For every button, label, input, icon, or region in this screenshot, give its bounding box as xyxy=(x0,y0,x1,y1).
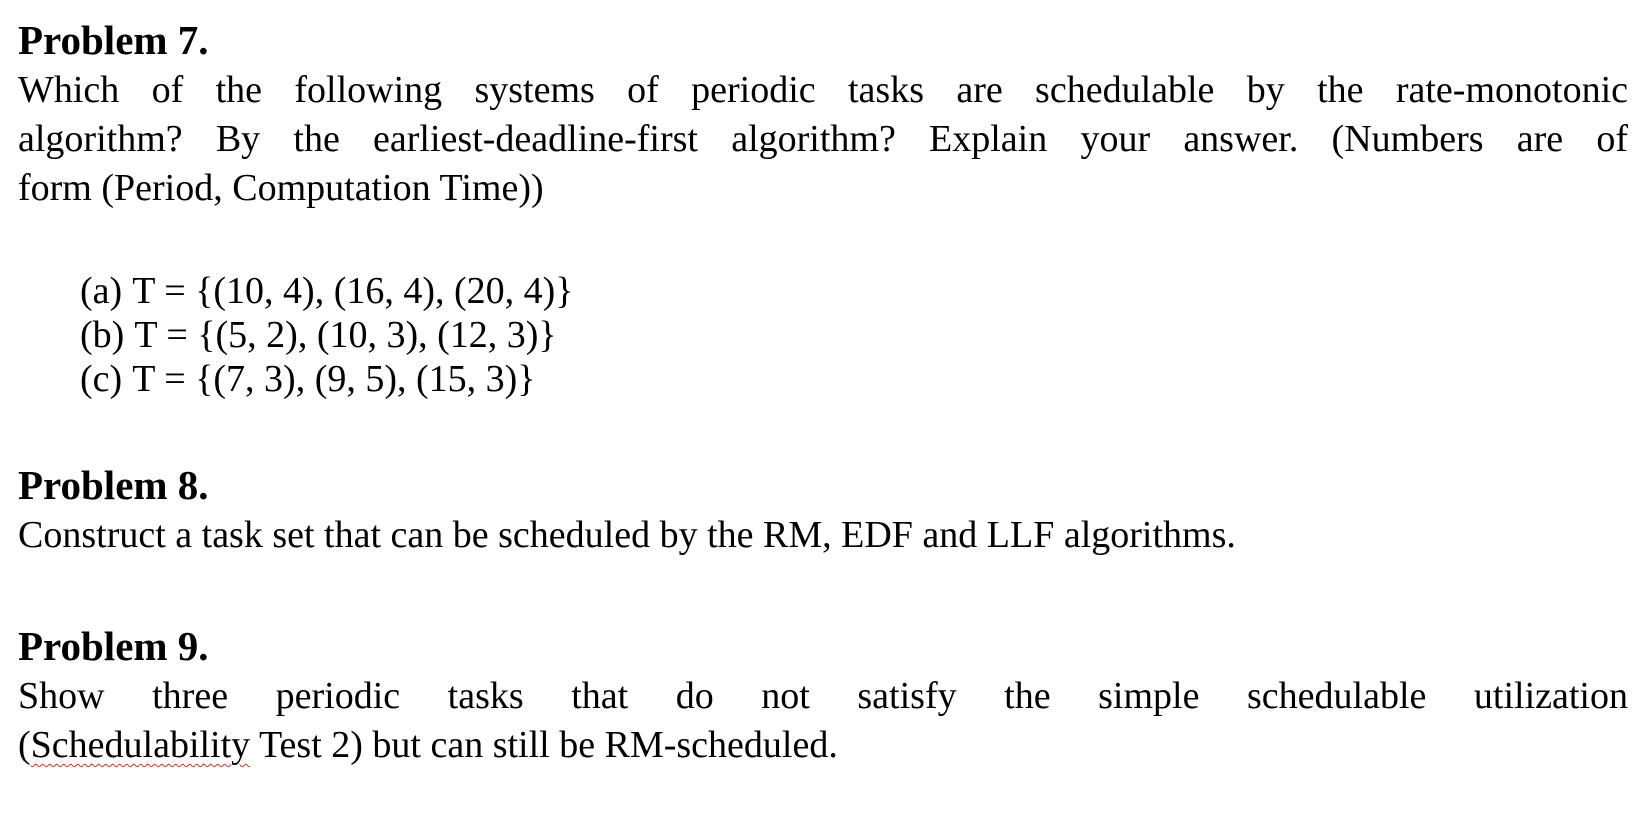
part-b-expression: T = {(5, 2), (10, 3), (12, 3)} xyxy=(134,314,557,356)
problem-9-heading: Problem 9. xyxy=(18,623,209,669)
problem-9-line-2 xyxy=(18,721,1628,770)
part-b-tag: (b) xyxy=(80,314,125,356)
problem-7-part-b xyxy=(80,313,1628,357)
problem-7-section xyxy=(18,14,1628,401)
part-c-expression: T = {(7, 3), (9, 5), (15, 3)} xyxy=(132,358,536,400)
problem-7-line-1: Which of the following systems of periodic tasks are schedulable by the rate-monotonic xyxy=(18,69,1628,111)
document-page xyxy=(18,14,1628,770)
problem-7-line-2: algorithm? By the earliest-deadline-first algorithm? Explain your answer. (Numbers are of xyxy=(18,118,1628,160)
problem-8-section xyxy=(18,459,1628,560)
problem-7-parts xyxy=(80,269,1628,401)
problem-9-section xyxy=(18,620,1628,770)
problem-7-part-c xyxy=(80,357,1628,401)
problem-7-line-3: form (Period, Computation Time)) xyxy=(18,167,544,209)
problem-7-heading: Problem 7. xyxy=(18,17,209,63)
problem-9-line-1: Show three periodic tasks that do not satisfy the simple schedulable utilization xyxy=(18,675,1628,717)
part-a-expression: T = {(10, 4), (16, 4), (20, 4)} xyxy=(132,270,574,312)
spellcheck-flagged-word[interactable]: Schedulability xyxy=(30,724,251,766)
part-a-tag: (a) xyxy=(80,270,123,312)
problem-8-heading: Problem 8. xyxy=(18,462,209,508)
problem-9-line-2-suffix: Test 2) but can still be RM-scheduled. xyxy=(250,724,838,766)
part-c-tag: (c) xyxy=(80,358,123,400)
problem-9-line-2-prefix: ( xyxy=(18,724,31,766)
problem-7-part-a xyxy=(80,269,1628,313)
problem-8-body: Construct a task set that can be scheduled by the RM, EDF and LLF algorithms. xyxy=(18,514,1236,556)
